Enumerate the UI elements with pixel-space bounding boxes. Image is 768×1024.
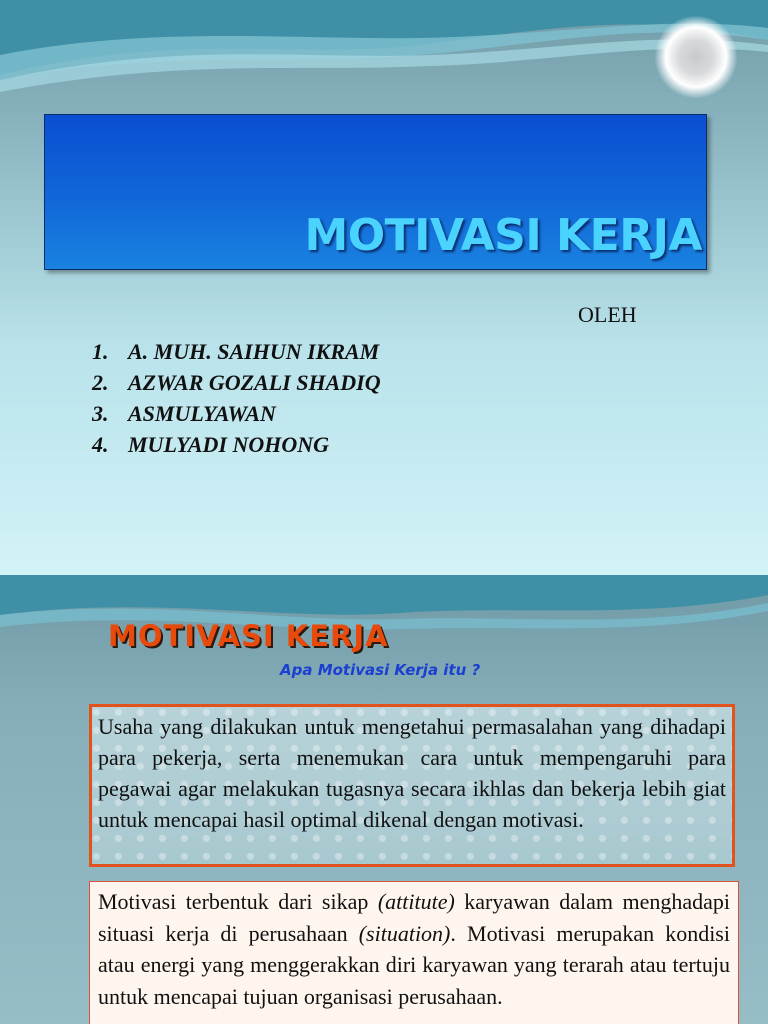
slide-title: MOTIVASI KERJA <box>304 210 702 261</box>
author-list <box>92 336 381 460</box>
title-banner <box>44 114 707 270</box>
explanation-part: . Motivasi merupakan kondisi atau energi yang menggerakkan diri karyawan yang terarah atau tertuju untuk mencapai tujuan organisasi perusahaan. <box>98 920 730 1009</box>
author-name: MULYADI NOHONG <box>128 432 330 457</box>
definition-box <box>89 704 735 867</box>
list-item <box>92 429 381 460</box>
list-number: 4. <box>92 432 109 457</box>
wave-decoration <box>0 0 768 130</box>
list-number: 1. <box>92 339 109 364</box>
list-number: 2. <box>92 370 109 395</box>
slide-subtitle: Apa Motivasi Kerja itu ? <box>280 661 481 679</box>
explanation-box <box>89 881 739 1024</box>
list-item <box>92 336 381 367</box>
slide-title: MOTIVASI KERJA <box>108 619 389 653</box>
explanation-text <box>98 886 730 1012</box>
definition-text: Usaha yang dilakukan untuk mengetahui permasalahan yang dihadapi para pekerja, serta menemukan cara untuk mempengaruhi para pegawai agar melakukan tugasnya secara ikhlas dan bekerja lebih giat untuk mencapai hasil optimal dikenal dengan motivasi. <box>98 714 726 832</box>
term-situation: (situation) <box>358 920 451 946</box>
by-label: OLEH <box>578 302 637 327</box>
glow-circle-decoration <box>655 16 737 98</box>
explanation-part: karyawan dalam menghadapi situasi kerja di perusahaan <box>98 889 730 946</box>
list-number: 3. <box>92 401 109 426</box>
explanation-part: Motivasi terbentuk dari sikap <box>98 889 378 914</box>
author-name: ASMULYAWAN <box>128 401 276 426</box>
author-name: AZWAR GOZALI SHADIQ <box>128 370 381 395</box>
list-item <box>92 398 381 429</box>
term-attitude: (attitute) <box>377 889 455 914</box>
list-item <box>92 367 381 398</box>
author-name: A. MUH. SAIHUN IKRAM <box>128 339 380 364</box>
content-slide <box>0 575 768 1024</box>
